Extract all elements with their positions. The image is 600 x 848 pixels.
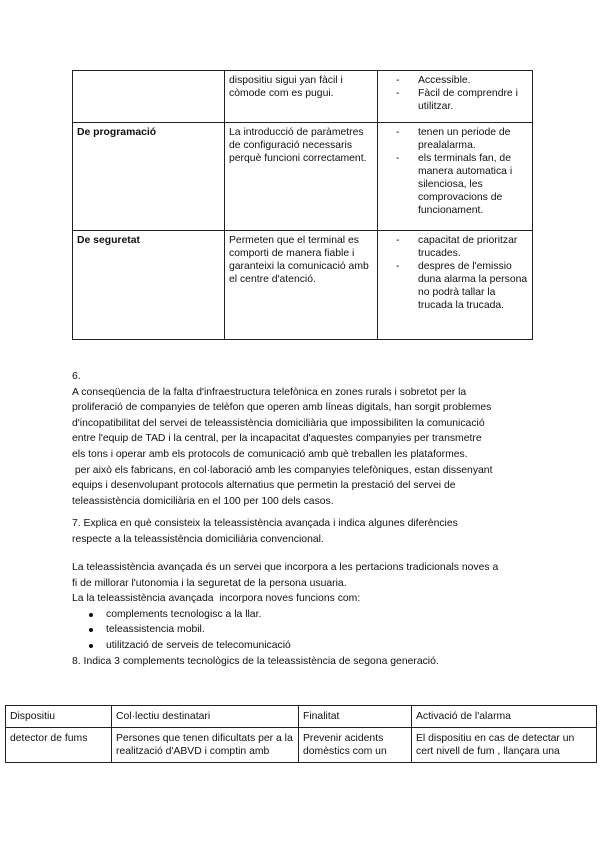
table-row [6, 728, 597, 763]
list-item: - tenen un periode de prealalarma. [418, 126, 528, 152]
functions-table [72, 70, 533, 340]
table-cell: detector de fums [6, 728, 112, 763]
column-header: Dispositiu [6, 706, 112, 728]
list-item: - capacitat de prioritzar trucades. [418, 234, 528, 260]
devices-table [5, 705, 597, 763]
table-row [73, 71, 533, 123]
row-points [378, 231, 533, 340]
section-8-question: 8. Indica 3 complements tecnològics de la teleassistència de segona generació. [72, 655, 439, 667]
text-line: entre l'equip de TAD i la central, per la incapacitat d'aquestes companyies per transmetre [72, 433, 482, 445]
table-header-row [6, 706, 597, 728]
row-description: dispositiu sigui yan fàcil i còmode com es pugui. [225, 71, 378, 123]
text-line: 6. [72, 371, 81, 382]
list-item: utilització de serveis de telecomunicació [106, 638, 498, 654]
list-item: - Accessible. [418, 74, 528, 87]
text-line: 7. Explica en què consisteix la teleassistència avançada i indica algunes diferències [72, 518, 458, 529]
section-6 [72, 369, 492, 509]
text-line: La la teleassistència avançada incorpora noves funcions com: [72, 593, 361, 605]
text-line: A conseqüencia de la falta d'infraestructura telefònica en zones rurals i sobretot per la [72, 386, 467, 398]
row-points [378, 123, 533, 231]
table-row [73, 231, 533, 340]
text-line: proliferació de companyies de telèfon que operen amb líneas digitals, han sorgit problemes [72, 402, 492, 414]
column-header: Activació de l'alarma [412, 706, 597, 728]
bullet-list [72, 607, 498, 654]
row-description: La introducció de paràmetres de configuració necessaris perquè funcioni correctament. [225, 123, 378, 231]
row-description: Permeten que el terminal es comporti de manera fiable i garanteixi la comunicació amb el centre d'atenció. [225, 231, 378, 340]
row-label [73, 71, 225, 123]
text-line: teleassistència domiciliària en el 100 per 100 dels casos. [72, 495, 334, 507]
list-item: teleassistencia mobil. [106, 622, 498, 638]
column-header: Finalitat [299, 706, 412, 728]
table-cell: Persones que tenen dificultats per a la realització d'ABVD i comptin amb [112, 728, 299, 763]
list-item: - Fàcil de comprendre i utilitzar. [418, 87, 528, 113]
table-cell: El dispositiu en cas de detectar un cert nivell de fum , llançara una [412, 728, 597, 763]
row-points [378, 71, 533, 123]
list-item: - els terminals fan, de manera automatica i silenciosa, les comprovacions de funcionament. [418, 152, 528, 217]
text-line: La teleassistència avançada és un servei que incorpora a les pertacions tradicionals noves a [72, 562, 499, 573]
text-line: per això els fabricans, en col·laboració amb les companyies telefòniques, estan dissenyant [72, 464, 493, 476]
row-label: De programació [73, 123, 225, 231]
text-line: fi de millorar l'utonomia i la seguretat de la persona usuaria. [72, 577, 347, 589]
table-row [73, 123, 533, 231]
section-7-question [72, 516, 458, 547]
text-line: els tons i operar amb els protocols de comunicació amb què treballen les plataformes. [72, 448, 468, 460]
list-item: complements tecnologisc a la llar. [106, 607, 498, 623]
column-header: Col·lectiu destinatari [112, 706, 299, 728]
list-item: - despres de l'emissio duna alarma la persona no podrà tallar la trucada la trucada. [418, 260, 528, 312]
text-line: d'incopatibilitat del servei de teleassistència domiciliària que impossibiliten la comunicació [72, 417, 485, 429]
section-7-answer [72, 560, 498, 669]
table-cell: Prevenir acidents domèstics com un [299, 728, 412, 763]
row-label: De seguretat [73, 231, 225, 340]
text-line: respecte a la teleassistència domiciliària convencional. [72, 533, 324, 545]
text-line: equips i desenvolupant protocols alternatius que permetin la prestació del servei de [72, 480, 456, 492]
